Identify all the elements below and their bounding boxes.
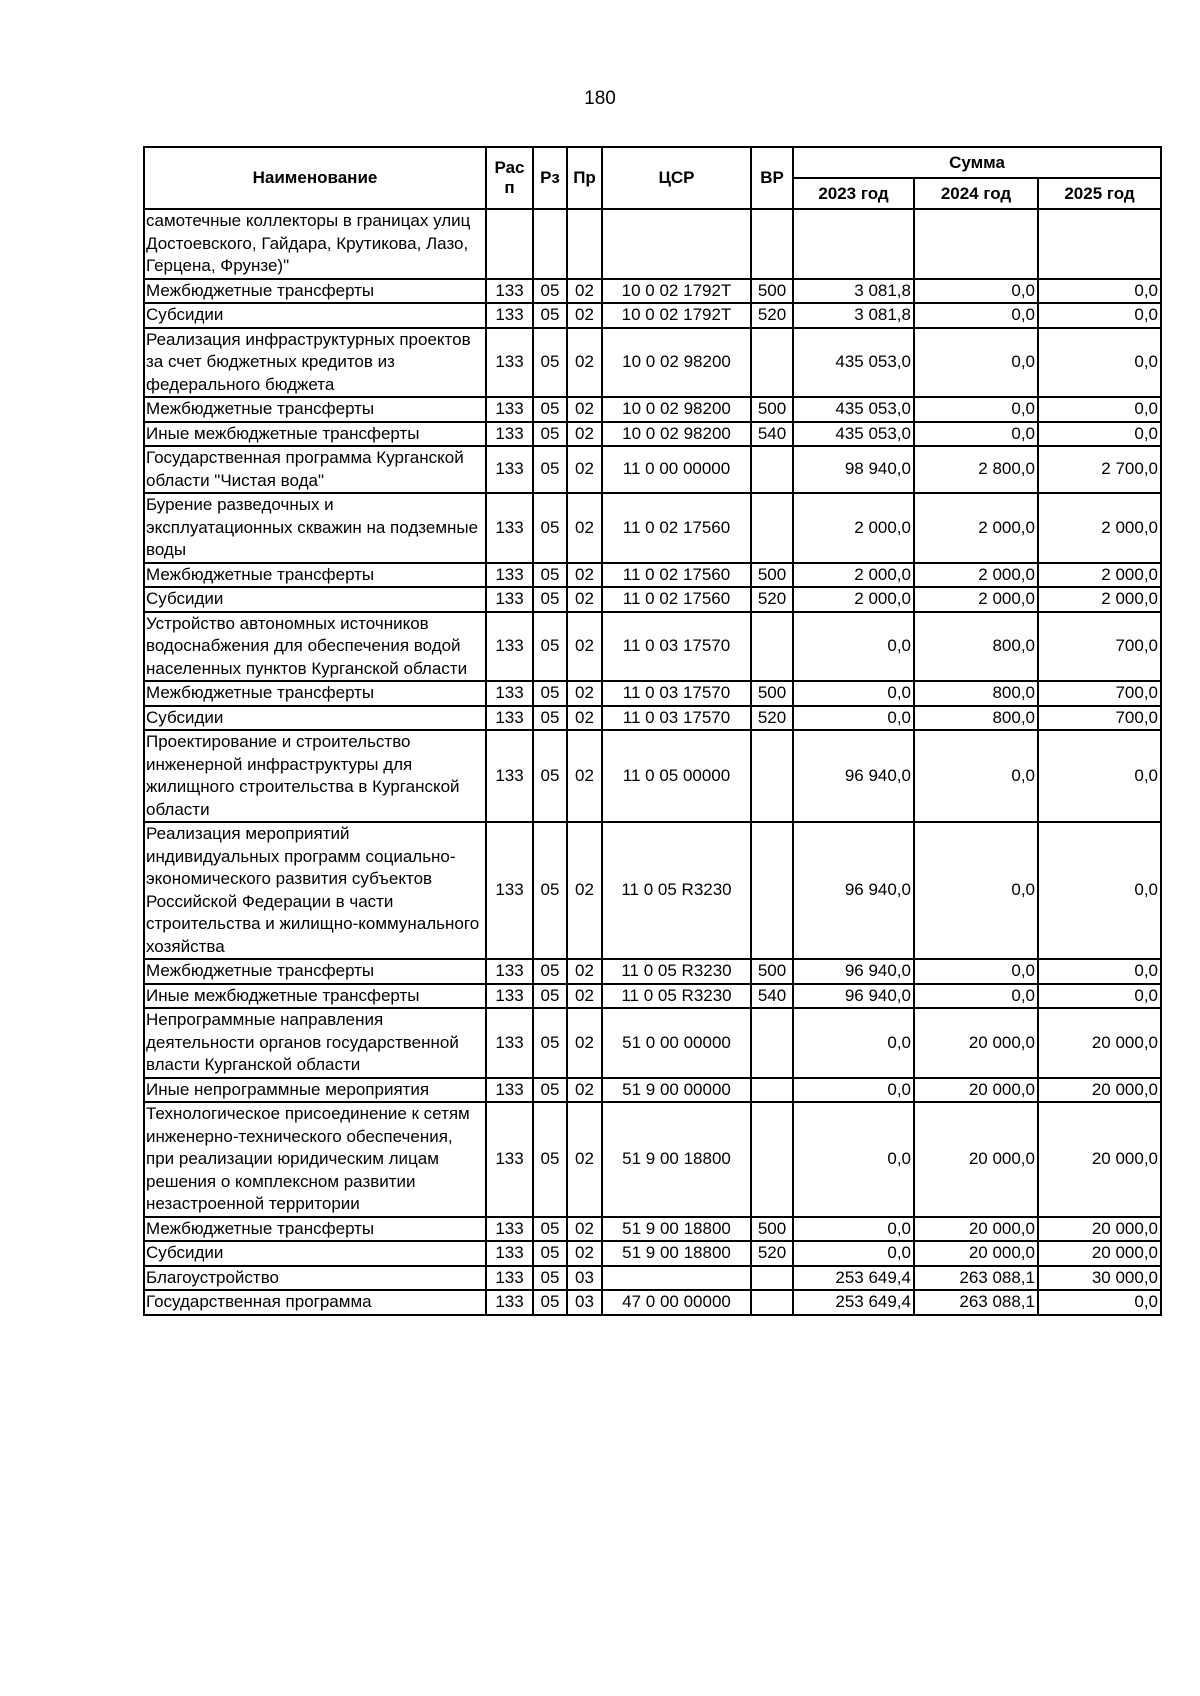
table-row: [144, 303, 1161, 328]
cell-vr: 540: [751, 984, 793, 1009]
cell-amount-2023: [793, 209, 914, 279]
cell-csr: 51 9 00 00000: [602, 1078, 751, 1103]
cell-vr: 540: [751, 422, 793, 447]
cell-amount-2023: 0,0: [793, 1078, 914, 1103]
cell-vr: 520: [751, 587, 793, 612]
cell-vr: 520: [751, 303, 793, 328]
table-row: [144, 959, 1161, 984]
cell-rz: 05: [533, 493, 567, 563]
cell-name: Межбюджетные трансферты: [144, 563, 486, 588]
cell-rz: 05: [533, 681, 567, 706]
cell-amount-2024: 800,0: [914, 681, 1038, 706]
cell-rasp: 133: [486, 984, 533, 1009]
table-body: [144, 209, 1161, 1315]
cell-csr: 11 0 03 17570: [602, 706, 751, 731]
header-year-2025: 2025 год: [1038, 178, 1161, 209]
cell-rz: 05: [533, 1266, 567, 1291]
cell-rz: 05: [533, 1290, 567, 1315]
cell-pr: 02: [567, 587, 602, 612]
cell-name: Межбюджетные трансферты: [144, 279, 486, 304]
header-name: Наименование: [144, 147, 486, 209]
cell-pr: 03: [567, 1290, 602, 1315]
cell-csr: 11 0 05 R3230: [602, 959, 751, 984]
cell-rasp: 133: [486, 279, 533, 304]
cell-csr: [602, 1266, 751, 1291]
cell-amount-2023: 0,0: [793, 706, 914, 731]
cell-rz: 05: [533, 446, 567, 493]
cell-amount-2025: [1038, 209, 1161, 279]
cell-amount-2024: [914, 209, 1038, 279]
cell-pr: 02: [567, 612, 602, 682]
cell-amount-2024: 20 000,0: [914, 1102, 1038, 1217]
cell-vr: 500: [751, 279, 793, 304]
cell-name: Проектирование и строительство инженерной инфраструктуры для жилищного строительства в Курганской области: [144, 730, 486, 822]
cell-amount-2023: 253 649,4: [793, 1266, 914, 1291]
cell-csr: 11 0 05 R3230: [602, 984, 751, 1009]
cell-vr: 500: [751, 1217, 793, 1242]
cell-rasp: 133: [486, 822, 533, 959]
cell-csr: 51 9 00 18800: [602, 1241, 751, 1266]
cell-pr: 02: [567, 397, 602, 422]
cell-pr: 02: [567, 730, 602, 822]
cell-amount-2024: 0,0: [914, 822, 1038, 959]
table-row: [144, 1102, 1161, 1217]
cell-vr: 500: [751, 563, 793, 588]
cell-amount-2023: 96 940,0: [793, 822, 914, 959]
cell-vr: [751, 209, 793, 279]
cell-rz: 05: [533, 303, 567, 328]
cell-vr: [751, 1008, 793, 1078]
cell-rasp: [486, 209, 533, 279]
table-row: [144, 279, 1161, 304]
cell-vr: 520: [751, 1241, 793, 1266]
cell-amount-2024: 263 088,1: [914, 1266, 1038, 1291]
cell-amount-2025: 20 000,0: [1038, 1078, 1161, 1103]
page-number: 180: [584, 88, 616, 109]
cell-amount-2024: 20 000,0: [914, 1241, 1038, 1266]
cell-name: Реализация мероприятий индивидуальных программ социально-экономического развития субъектов Российской Федерации в части строительства и жилищно-коммунального хозяйства: [144, 822, 486, 959]
cell-csr: 10 0 02 98200: [602, 328, 751, 398]
cell-name: Государственная программа: [144, 1290, 486, 1315]
header-rasp: Рас п: [486, 147, 533, 209]
cell-amount-2024: 0,0: [914, 730, 1038, 822]
table-row: [144, 422, 1161, 447]
cell-amount-2024: 0,0: [914, 984, 1038, 1009]
cell-csr: 10 0 02 1792Т: [602, 279, 751, 304]
cell-name: Межбюджетные трансферты: [144, 1217, 486, 1242]
cell-vr: [751, 612, 793, 682]
cell-pr: 02: [567, 1008, 602, 1078]
table-row: [144, 209, 1161, 279]
cell-pr: 02: [567, 1241, 602, 1266]
cell-pr: 02: [567, 1078, 602, 1103]
cell-amount-2025: 30 000,0: [1038, 1266, 1161, 1291]
cell-rz: 05: [533, 1008, 567, 1078]
cell-pr: 02: [567, 303, 602, 328]
cell-rz: 05: [533, 422, 567, 447]
cell-rasp: 133: [486, 1102, 533, 1217]
cell-vr: 500: [751, 681, 793, 706]
cell-pr: [567, 209, 602, 279]
cell-pr: 03: [567, 1266, 602, 1291]
budget-table: [143, 146, 1162, 1316]
cell-vr: [751, 730, 793, 822]
cell-rz: 05: [533, 959, 567, 984]
cell-amount-2023: 253 649,4: [793, 1290, 914, 1315]
cell-csr: 10 0 02 98200: [602, 422, 751, 447]
cell-amount-2025: 20 000,0: [1038, 1217, 1161, 1242]
cell-rz: 05: [533, 563, 567, 588]
header-year-2024: 2024 год: [914, 178, 1038, 209]
cell-name: Иные межбюджетные трансферты: [144, 422, 486, 447]
cell-amount-2025: 0,0: [1038, 422, 1161, 447]
cell-amount-2025: 0,0: [1038, 1290, 1161, 1315]
cell-csr: 11 0 02 17560: [602, 563, 751, 588]
cell-name: самотечные коллекторы в границах улиц Достоевского, Гайдара, Крутикова, Лазо, Герцена, Фрунзе)": [144, 209, 486, 279]
cell-amount-2023: 3 081,8: [793, 303, 914, 328]
cell-name: Государственная программа Курганской области "Чистая вода": [144, 446, 486, 493]
cell-vr: [751, 446, 793, 493]
cell-name: Технологическое присоединение к сетям инженерно-технического обеспечения, при реализации юридическим лицам решения о комплексном развитии незастроенной территории: [144, 1102, 486, 1217]
cell-vr: [751, 328, 793, 398]
cell-rz: 05: [533, 1102, 567, 1217]
cell-csr: 11 0 03 17570: [602, 681, 751, 706]
cell-amount-2024: 20 000,0: [914, 1217, 1038, 1242]
cell-amount-2025: 2 700,0: [1038, 446, 1161, 493]
cell-vr: [751, 1266, 793, 1291]
cell-name: Субсидии: [144, 303, 486, 328]
cell-rasp: 133: [486, 681, 533, 706]
cell-amount-2024: 2 000,0: [914, 587, 1038, 612]
cell-rz: 05: [533, 1241, 567, 1266]
cell-name: Устройство автономных источников водоснабжения для обеспечения водой населенных пунктов Курганской области: [144, 612, 486, 682]
cell-amount-2024: 800,0: [914, 706, 1038, 731]
cell-amount-2025: 0,0: [1038, 822, 1161, 959]
cell-pr: 02: [567, 959, 602, 984]
cell-amount-2025: 2 000,0: [1038, 587, 1161, 612]
cell-amount-2025: 0,0: [1038, 279, 1161, 304]
cell-rz: [533, 209, 567, 279]
cell-amount-2025: 2 000,0: [1038, 493, 1161, 563]
table-row: [144, 612, 1161, 682]
table-row: [144, 1241, 1161, 1266]
cell-csr: 11 0 05 R3230: [602, 822, 751, 959]
cell-rz: 05: [533, 279, 567, 304]
cell-amount-2024: 800,0: [914, 612, 1038, 682]
cell-name: Непрограммные направления деятельности органов государственной власти Курганской области: [144, 1008, 486, 1078]
cell-amount-2024: 263 088,1: [914, 1290, 1038, 1315]
header-pr: Пр: [567, 147, 602, 209]
cell-rasp: 133: [486, 397, 533, 422]
cell-name: Субсидии: [144, 706, 486, 731]
cell-pr: 02: [567, 493, 602, 563]
cell-rz: 05: [533, 612, 567, 682]
cell-rz: 05: [533, 984, 567, 1009]
cell-csr: [602, 209, 751, 279]
cell-amount-2023: 2 000,0: [793, 587, 914, 612]
cell-pr: 02: [567, 328, 602, 398]
cell-name: Межбюджетные трансферты: [144, 681, 486, 706]
cell-amount-2023: 96 940,0: [793, 984, 914, 1009]
cell-amount-2025: 0,0: [1038, 730, 1161, 822]
cell-vr: 500: [751, 959, 793, 984]
table-header: [144, 147, 1161, 209]
cell-amount-2025: 0,0: [1038, 303, 1161, 328]
cell-amount-2023: 96 940,0: [793, 730, 914, 822]
cell-amount-2023: 435 053,0: [793, 328, 914, 398]
cell-rasp: 133: [486, 303, 533, 328]
cell-pr: 02: [567, 446, 602, 493]
cell-amount-2025: 20 000,0: [1038, 1241, 1161, 1266]
cell-amount-2023: 96 940,0: [793, 959, 914, 984]
cell-csr: 10 0 02 98200: [602, 397, 751, 422]
table-row: [144, 493, 1161, 563]
cell-rz: 05: [533, 328, 567, 398]
cell-amount-2025: 700,0: [1038, 612, 1161, 682]
cell-pr: 02: [567, 822, 602, 959]
cell-vr: [751, 1078, 793, 1103]
cell-amount-2024: 0,0: [914, 279, 1038, 304]
cell-amount-2024: 0,0: [914, 397, 1038, 422]
cell-name: Иные непрограммные мероприятия: [144, 1078, 486, 1103]
cell-amount-2024: 20 000,0: [914, 1008, 1038, 1078]
cell-amount-2025: 700,0: [1038, 681, 1161, 706]
header-csr: ЦСР: [602, 147, 751, 209]
header-rz: Рз: [533, 147, 567, 209]
cell-vr: [751, 1290, 793, 1315]
cell-amount-2025: 20 000,0: [1038, 1102, 1161, 1217]
cell-rasp: 133: [486, 1266, 533, 1291]
table-row: [144, 681, 1161, 706]
cell-amount-2025: 20 000,0: [1038, 1008, 1161, 1078]
cell-rasp: 133: [486, 493, 533, 563]
cell-pr: 02: [567, 422, 602, 447]
cell-rasp: 133: [486, 959, 533, 984]
cell-csr: 51 0 00 00000: [602, 1008, 751, 1078]
cell-amount-2024: 0,0: [914, 959, 1038, 984]
cell-name: Реализация инфраструктурных проектов за счет бюджетных кредитов из федерального бюджета: [144, 328, 486, 398]
cell-name: Иные межбюджетные трансферты: [144, 984, 486, 1009]
cell-rasp: 133: [486, 1078, 533, 1103]
cell-csr: 11 0 00 00000: [602, 446, 751, 493]
cell-vr: 500: [751, 397, 793, 422]
cell-amount-2024: 2 800,0: [914, 446, 1038, 493]
cell-amount-2025: 0,0: [1038, 959, 1161, 984]
cell-amount-2025: 0,0: [1038, 397, 1161, 422]
cell-amount-2024: 0,0: [914, 422, 1038, 447]
cell-csr: 11 0 03 17570: [602, 612, 751, 682]
table-row: [144, 706, 1161, 731]
table-row: [144, 1078, 1161, 1103]
table-row: [144, 587, 1161, 612]
cell-amount-2025: 700,0: [1038, 706, 1161, 731]
table-row: [144, 328, 1161, 398]
cell-rasp: 133: [486, 446, 533, 493]
cell-rz: 05: [533, 1217, 567, 1242]
cell-name: Межбюджетные трансферты: [144, 397, 486, 422]
cell-amount-2024: 2 000,0: [914, 493, 1038, 563]
cell-amount-2024: 2 000,0: [914, 563, 1038, 588]
cell-pr: 02: [567, 563, 602, 588]
cell-vr: [751, 822, 793, 959]
table-row: [144, 446, 1161, 493]
cell-csr: 11 0 05 00000: [602, 730, 751, 822]
cell-rz: 05: [533, 822, 567, 959]
cell-name: Субсидии: [144, 587, 486, 612]
cell-rasp: 133: [486, 612, 533, 682]
cell-csr: 47 0 00 00000: [602, 1290, 751, 1315]
cell-pr: 02: [567, 1217, 602, 1242]
cell-amount-2023: 0,0: [793, 1241, 914, 1266]
header-sum: Сумма: [793, 147, 1161, 178]
cell-pr: 02: [567, 706, 602, 731]
cell-pr: 02: [567, 279, 602, 304]
cell-amount-2023: 0,0: [793, 612, 914, 682]
cell-rasp: 133: [486, 1241, 533, 1266]
cell-amount-2023: 2 000,0: [793, 493, 914, 563]
cell-amount-2025: 0,0: [1038, 328, 1161, 398]
header-year-2023: 2023 год: [793, 178, 914, 209]
table-row: [144, 730, 1161, 822]
cell-amount-2024: 0,0: [914, 303, 1038, 328]
cell-pr: 02: [567, 1102, 602, 1217]
cell-rasp: 133: [486, 1290, 533, 1315]
cell-amount-2023: 98 940,0: [793, 446, 914, 493]
cell-rasp: 133: [486, 1008, 533, 1078]
cell-csr: 51 9 00 18800: [602, 1102, 751, 1217]
cell-vr: 520: [751, 706, 793, 731]
cell-amount-2023: 435 053,0: [793, 397, 914, 422]
cell-csr: 11 0 02 17560: [602, 587, 751, 612]
cell-rasp: 133: [486, 1217, 533, 1242]
cell-rasp: 133: [486, 730, 533, 822]
cell-pr: 02: [567, 681, 602, 706]
table-row: [144, 1008, 1161, 1078]
cell-amount-2024: 20 000,0: [914, 1078, 1038, 1103]
cell-csr: 11 0 02 17560: [602, 493, 751, 563]
cell-rasp: 133: [486, 422, 533, 447]
cell-name: Субсидии: [144, 1241, 486, 1266]
table-row: [144, 1217, 1161, 1242]
cell-amount-2025: 0,0: [1038, 984, 1161, 1009]
cell-rz: 05: [533, 730, 567, 822]
table-row: [144, 984, 1161, 1009]
cell-amount-2023: 435 053,0: [793, 422, 914, 447]
cell-rasp: 133: [486, 706, 533, 731]
table-row: [144, 397, 1161, 422]
cell-rz: 05: [533, 397, 567, 422]
cell-name: Благоустройство: [144, 1266, 486, 1291]
cell-rasp: 133: [486, 563, 533, 588]
cell-amount-2023: 0,0: [793, 1217, 914, 1242]
cell-amount-2024: 0,0: [914, 328, 1038, 398]
header-vr: ВР: [751, 147, 793, 209]
table-row: [144, 1290, 1161, 1315]
table-row: [144, 563, 1161, 588]
cell-pr: 02: [567, 984, 602, 1009]
cell-amount-2023: 2 000,0: [793, 563, 914, 588]
cell-rasp: 133: [486, 328, 533, 398]
table-row: [144, 1266, 1161, 1291]
cell-name: Бурение разведочных и эксплуатационных скважин на подземные воды: [144, 493, 486, 563]
cell-vr: [751, 1102, 793, 1217]
cell-amount-2023: 0,0: [793, 1102, 914, 1217]
cell-csr: 10 0 02 1792Т: [602, 303, 751, 328]
cell-vr: [751, 493, 793, 563]
cell-amount-2023: 0,0: [793, 681, 914, 706]
cell-csr: 51 9 00 18800: [602, 1217, 751, 1242]
cell-rz: 05: [533, 587, 567, 612]
cell-rz: 05: [533, 706, 567, 731]
cell-name: Межбюджетные трансферты: [144, 959, 486, 984]
cell-amount-2023: 3 081,8: [793, 279, 914, 304]
cell-amount-2023: 0,0: [793, 1008, 914, 1078]
cell-amount-2025: 2 000,0: [1038, 563, 1161, 588]
cell-rz: 05: [533, 1078, 567, 1103]
table-row: [144, 822, 1161, 959]
cell-rasp: 133: [486, 587, 533, 612]
